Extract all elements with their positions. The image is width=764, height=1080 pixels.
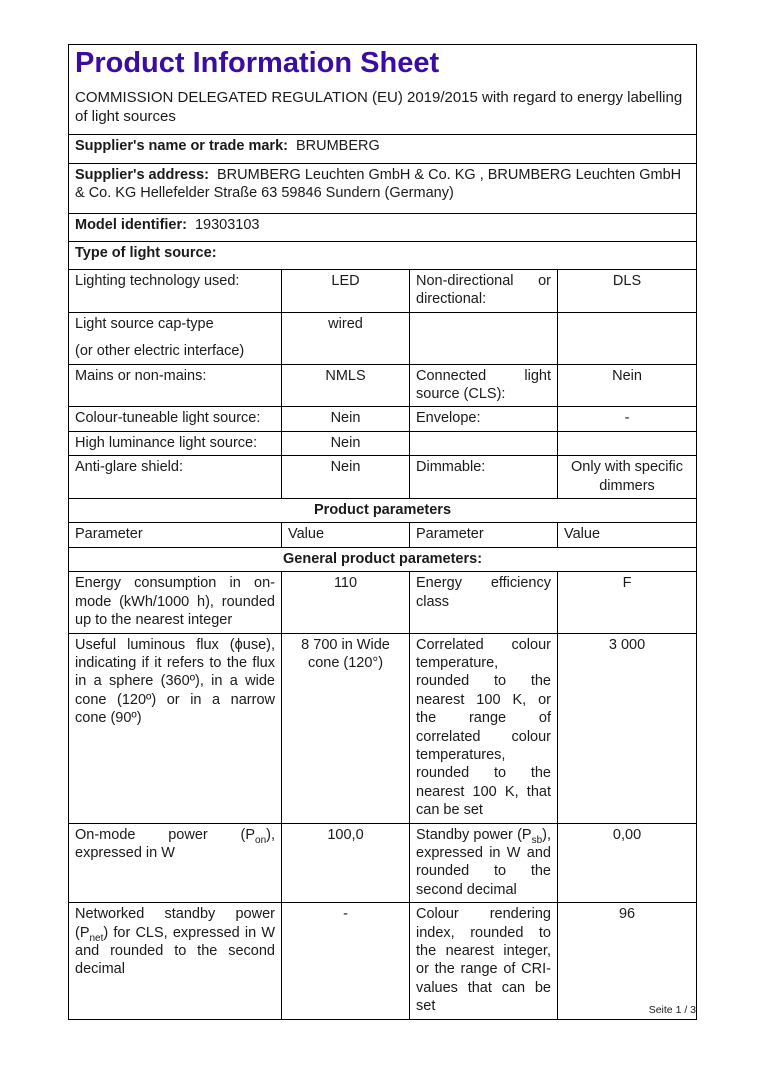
param-text: On-mode power (P — [75, 826, 256, 843]
param-cell: Dimmable: — [410, 456, 558, 499]
type-of-light-source-row — [69, 242, 697, 270]
column-header: Value — [558, 523, 697, 547]
param-cell: Mains or non-mains: — [69, 364, 282, 407]
value-cell: Nein — [282, 456, 410, 499]
value-cell: 8 700 in Wide cone (120°) — [282, 633, 410, 823]
model-identifier-label: Model identifier: — [75, 217, 187, 233]
page-number: Seite 1 / 3 — [648, 1004, 696, 1016]
param-cell: Correlated colour temperature, rounded to the nearest 100 K, or the range of correlated colour temperatures, rounded to the nearest 100 K, that can be set — [410, 633, 558, 823]
param-subscript: net — [89, 932, 104, 944]
value-cell: - — [282, 903, 410, 1019]
type-of-light-source-label: Type of light source: — [75, 245, 217, 261]
param-cell: High luminance light source: — [69, 431, 282, 455]
param-cell — [69, 903, 282, 1019]
supplier-name-row — [69, 135, 697, 164]
value-cell: wired — [282, 312, 410, 364]
cap-type-line2: (or other electric interface) — [75, 343, 245, 360]
param-cell — [410, 823, 558, 903]
param-cell: Energy consumption in on-mode (kWh/1000 h), rounded up to the nearest integer — [69, 572, 282, 633]
value-cell: 3 000 — [558, 633, 697, 823]
param-cell: Colour-tuneable light source: — [69, 407, 282, 431]
value-cell: Nein — [282, 431, 410, 455]
value-cell — [558, 431, 697, 455]
value-cell: NMLS — [282, 364, 410, 407]
column-header: Parameter — [410, 523, 558, 547]
param-text: ) for CLS, expressed in W and rounded to the second decimal — [75, 924, 275, 978]
supplier-address-row — [69, 164, 697, 214]
general-product-parameters-heading: General product parameters: — [69, 547, 697, 571]
product-information-sheet — [68, 44, 696, 1020]
param-cell: Energy efficiency class — [410, 572, 558, 633]
sheet-table — [68, 44, 697, 1020]
regulation-subtitle: COMMISSION DELEGATED REGULATION (EU) 2019/2015 with regard to energy labelling of light sources — [75, 89, 683, 126]
value-cell — [558, 312, 697, 364]
value-cell: LED — [282, 270, 410, 313]
column-header: Value — [282, 523, 410, 547]
param-cell — [69, 312, 282, 364]
param-cell: Lighting technology used: — [69, 270, 282, 313]
param-subscript: sb — [531, 834, 543, 846]
value-cell: - — [558, 407, 697, 431]
value-cell: Nein — [558, 364, 697, 407]
supplier-name-label: Supplier's name or trade mark: — [75, 138, 288, 154]
param-cell — [410, 312, 558, 364]
param-cell: Envelope: — [410, 407, 558, 431]
param-cell — [69, 823, 282, 903]
param-cell — [410, 431, 558, 455]
cap-type-line1: Light source cap-type — [75, 315, 214, 332]
param-cell: Anti-glare shield: — [69, 456, 282, 499]
product-parameters-heading: Product parameters — [69, 499, 697, 523]
param-cell: Non-directional or directional: — [410, 270, 558, 313]
page-title: Product Information Sheet — [75, 47, 440, 79]
param-cell: Colour rendering index, rounded to the nearest integer, or the range of CRI-values that can be set — [410, 903, 558, 1019]
value-cell: Only with specific dimmers — [558, 456, 697, 499]
supplier-name-value: BRUMBERG — [295, 138, 380, 154]
value-cell: F — [558, 572, 697, 633]
value-cell: 96 — [558, 903, 697, 1019]
value-cell: 0,00 — [558, 823, 697, 903]
model-identifier-row — [69, 214, 697, 242]
param-text: ), expressed in W — [75, 826, 275, 861]
value-cell: Nein — [282, 407, 410, 431]
supplier-address-label: Supplier's address: — [75, 167, 209, 183]
param-text: ), expressed in W and rounded to the second decimal — [416, 826, 551, 898]
model-identifier-value: 19303103 — [194, 217, 260, 233]
param-cell: Connected light source (CLS): — [410, 364, 558, 407]
title-block — [69, 45, 697, 135]
param-subscript: on — [255, 834, 267, 846]
value-cell: 100,0 — [282, 823, 410, 903]
param-cell: Useful luminous flux (ϕuse), indicating if it refers to the flux in a sphere (360º), in a wide cone (120º) or in a narrow cone (90º) — [69, 633, 282, 823]
value-cell: 110 — [282, 572, 410, 633]
param-text: Standby power (P — [416, 826, 532, 843]
value-cell: DLS — [558, 270, 697, 313]
supplier-address-value: BRUMBERG Leuchten GmbH & Co. KG , BRUMBERG Leuchten GmbH & Co. KG Hellefelder Straße 63 59846 Sundern (Germany) — [75, 167, 682, 202]
column-header: Parameter — [69, 523, 282, 547]
param-text: Networked standby power (P — [75, 906, 275, 941]
